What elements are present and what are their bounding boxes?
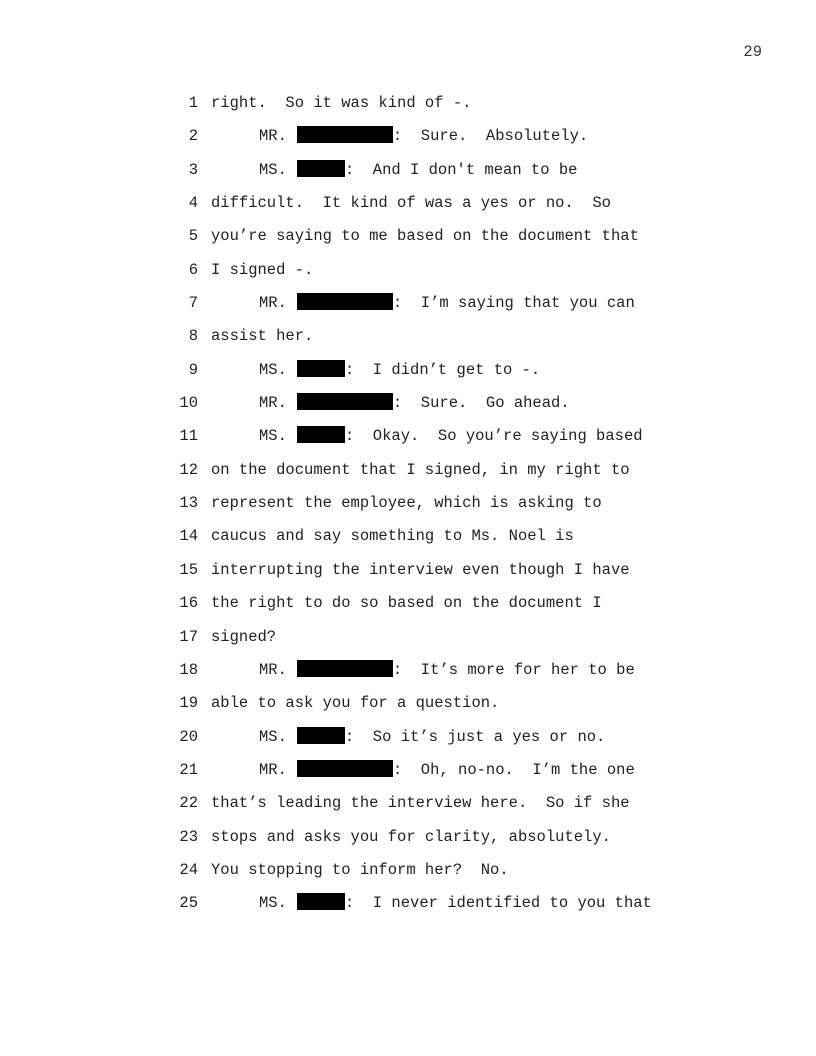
speaker-title: MS. [259,160,287,179]
transcript-line [0,125,816,158]
transcript-line [0,692,816,725]
line-text [211,192,611,214]
line-number: 11 [179,427,198,446]
line-content: stops and asks you for clarity, absolutely. [211,827,611,846]
line-number: 1 [188,94,198,112]
line-text [259,392,570,414]
speaker-title: MR. [259,394,287,413]
line-content: able to ask you for a question. [211,694,500,713]
transcript-line [0,325,816,358]
line-text [211,792,630,814]
line-text [211,559,630,581]
line-content: : I’m saying that you can [392,294,635,313]
line-text [259,892,652,914]
line-number: 18 [179,660,198,679]
line-number: 3 [188,160,198,179]
line-content: : And I don't mean to be [344,160,578,179]
line-number: 8 [188,327,198,346]
line-content: : Sure. Go ahead. [392,394,570,413]
speaker-title: MS. [259,727,287,746]
redaction-bar [297,727,345,744]
line-content: assist her. [211,327,314,346]
line-text [211,225,639,247]
line-number: 6 [188,260,198,279]
line-text [211,692,499,714]
redaction-bar [297,293,393,310]
speaker-title: MR. [259,760,287,779]
transcript-line [0,492,816,525]
redaction-bar [297,393,393,410]
line-content: : Okay. So you’re saying based [344,427,643,446]
transcript-line [0,792,816,825]
line-number: 9 [188,360,198,379]
line-content: : I never identified to you that [344,894,652,913]
line-content: : I didn’t get to -. [344,360,541,379]
speaker-title: MR. [259,127,287,146]
transcript-line [0,759,816,792]
transcript-body [0,92,816,926]
line-text [259,292,635,314]
transcript-line [0,92,816,125]
line-text [211,492,602,514]
transcript-line [0,892,816,925]
line-text [211,826,611,848]
transcript-line [0,259,816,292]
page-number: 29 [743,43,762,61]
line-number: 2 [188,127,198,146]
line-text [211,459,630,481]
line-text [259,359,540,381]
speaker-title: MS. [259,360,287,379]
transcript-line [0,859,816,892]
line-number: 12 [179,460,198,479]
line-number: 15 [179,560,198,579]
line-text [211,325,313,347]
transcript-line [0,425,816,458]
line-number: 4 [188,194,198,213]
transcript-line [0,592,816,625]
line-text [259,159,577,181]
line-content: : It’s more for her to be [392,660,635,679]
line-number: 25 [179,894,198,913]
line-text [211,259,313,281]
line-content: right. So it was kind of -. [211,94,472,112]
line-number: 5 [188,227,198,246]
redaction-bar [297,760,393,777]
transcript-line [0,192,816,225]
line-content: : Oh, no-no. I’m the one [392,760,635,779]
line-content: signed? [211,627,277,646]
line-content: represent the employee, which is asking to [211,494,602,513]
line-text [211,592,602,614]
line-text [259,726,605,748]
line-number: 21 [179,760,198,779]
line-number: 23 [179,827,198,846]
transcript-line [0,292,816,325]
transcript-line [0,459,816,492]
transcript-line [0,359,816,392]
transcript-line [0,659,816,692]
redaction-bar [297,426,345,443]
line-content: I signed -. [211,260,314,279]
line-number: 13 [179,494,198,513]
redaction-bar [297,160,345,177]
line-content: the right to do so based on the document I [211,594,602,613]
line-text [211,859,509,881]
transcript-line [0,726,816,759]
transcript-line [0,525,816,558]
line-content: : Sure. Absolutely. [392,127,589,146]
line-text [259,125,588,147]
line-number: 14 [179,527,198,546]
redaction-bar [297,660,393,677]
line-number: 7 [188,294,198,313]
line-number: 24 [179,860,198,879]
line-content: You stopping to inform her? No. [211,860,509,879]
line-number: 16 [179,594,198,613]
transcript-line [0,159,816,192]
line-text [259,425,643,447]
transcript-line [0,559,816,592]
line-number: 19 [179,694,198,713]
speaker-title: MS. [259,894,287,913]
line-text [259,659,635,681]
transcript-line [0,626,816,659]
line-text [211,92,471,114]
line-content: difficult. It kind of was a yes or no. So [211,194,611,213]
line-number: 20 [179,727,198,746]
redaction-bar [297,126,393,143]
line-text [211,525,574,547]
line-content: you’re saying to me based on the document that [211,227,639,246]
speaker-title: MR. [259,660,287,679]
speaker-title: MR. [259,294,287,313]
line-content: on the document that I signed, in my right to [211,460,630,479]
line-number: 10 [179,394,198,413]
transcript-line [0,826,816,859]
line-text [211,626,276,648]
transcript-line [0,225,816,258]
redaction-bar [297,893,345,910]
line-content: that’s leading the interview here. So if she [211,794,630,813]
transcript-line [0,392,816,425]
line-content: : So it’s just a yes or no. [344,727,606,746]
line-text [259,759,635,781]
line-content: interrupting the interview even though I have [211,560,630,579]
redaction-bar [297,360,345,377]
line-number: 17 [179,627,198,646]
speaker-title: MS. [259,427,287,446]
line-content: caucus and say something to Ms. Noel is [211,527,574,546]
line-number: 22 [179,794,198,813]
